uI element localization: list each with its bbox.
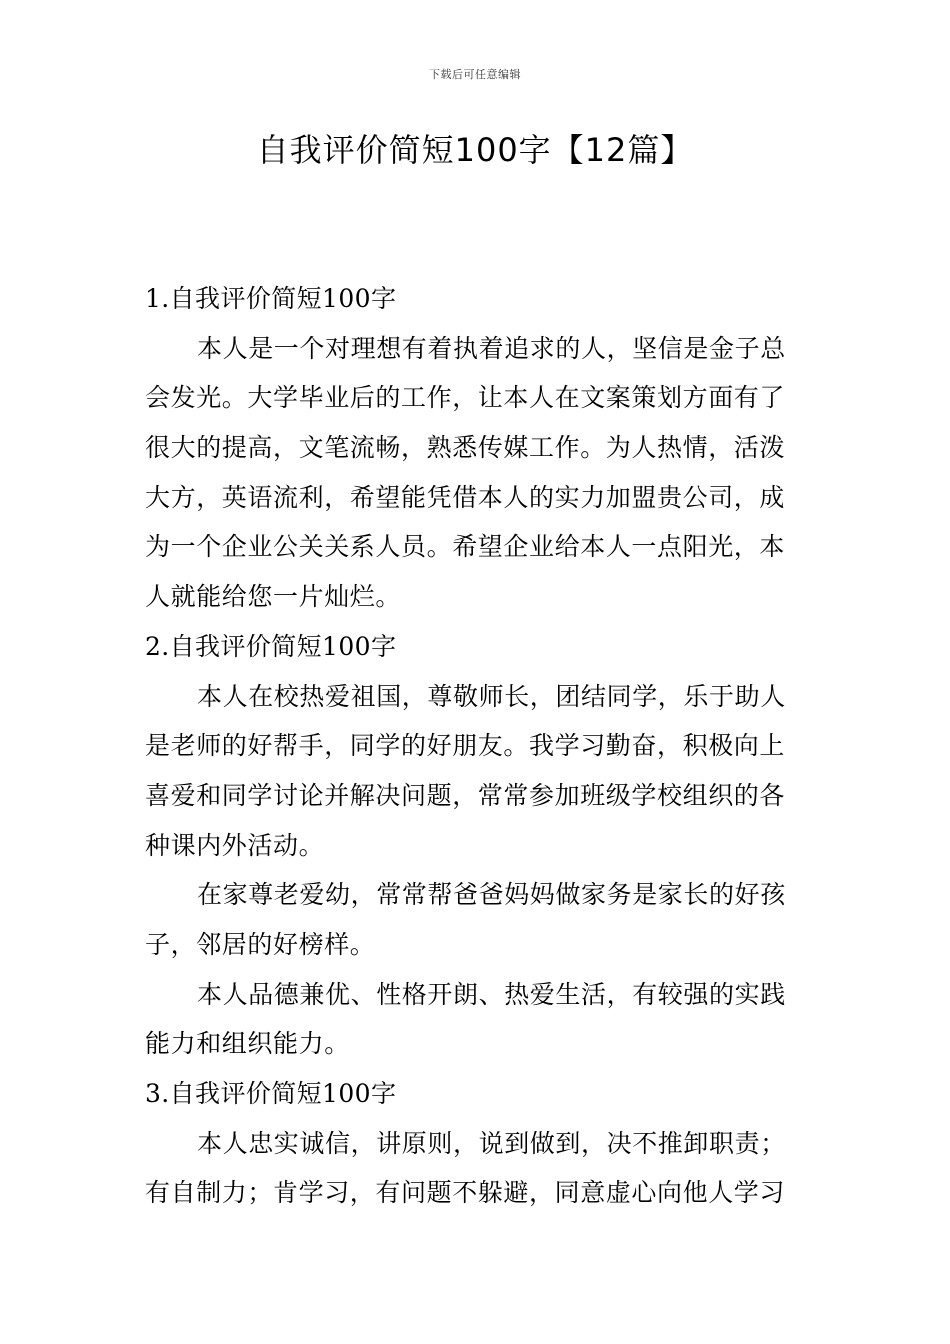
paragraph-line: 本人忠实诚信，讲原则，说到做到，决不推卸职责；: [197, 1128, 786, 1158]
paragraph-line: 大方，英语流利，希望能凭借本人的实力加盟贵公司，成: [145, 482, 786, 512]
section-heading: 3.自我评价简短100字: [145, 1079, 397, 1108]
section-heading: 2.自我评价简短100字: [145, 631, 397, 661]
paragraph-line: 在家尊老爱幼，常常帮爸爸妈妈做家务是家长的好孩: [197, 880, 786, 910]
document-body: [145, 274, 809, 1218]
header-note: 下载后可任意编辑: [429, 68, 521, 81]
paragraph-line: 本人在校热爱祖国，尊敬师长，团结同学，乐于助人: [197, 681, 786, 711]
paragraph-line: 本人品德兼优、性格开朗、热爱生活，有较强的实践: [197, 979, 786, 1009]
paragraph-line: 有自制力；肯学习，有问题不躲避，同意虚心向他人学习: [145, 1178, 786, 1208]
paragraph-line: 本人是一个对理想有着执着追求的人，坚信是金子总: [197, 333, 786, 363]
paragraph-line: 子，邻居的好榜样。: [145, 929, 376, 959]
paragraph-line: 能力和组织能力。: [145, 1029, 350, 1059]
paragraph-line: 为一个企业公关关系人员。希望企业给本人一点阳光，本: [145, 532, 786, 562]
section-heading: 1.自我评价简短100字: [145, 284, 397, 313]
paragraph-line: 喜爱和同学讨论并解决问题，常常参加班级学校组织的各: [145, 780, 786, 810]
paragraph-line: 很大的提高，文笔流畅，熟悉传媒工作。为人热情，活泼: [145, 433, 786, 463]
paragraph-line: 是老师的好帮手，同学的好朋友。我学习勤奋，积极向上: [145, 731, 786, 761]
document-title: 自我评价简短100字【12篇】: [256, 131, 694, 169]
paragraph-line: 人就能给您一片灿烂。: [145, 582, 402, 612]
paragraph-line: 种课内外活动。: [145, 830, 325, 860]
paragraph-line: 会发光。大学毕业后的工作，让本人在文案策划方面有了: [145, 383, 786, 413]
